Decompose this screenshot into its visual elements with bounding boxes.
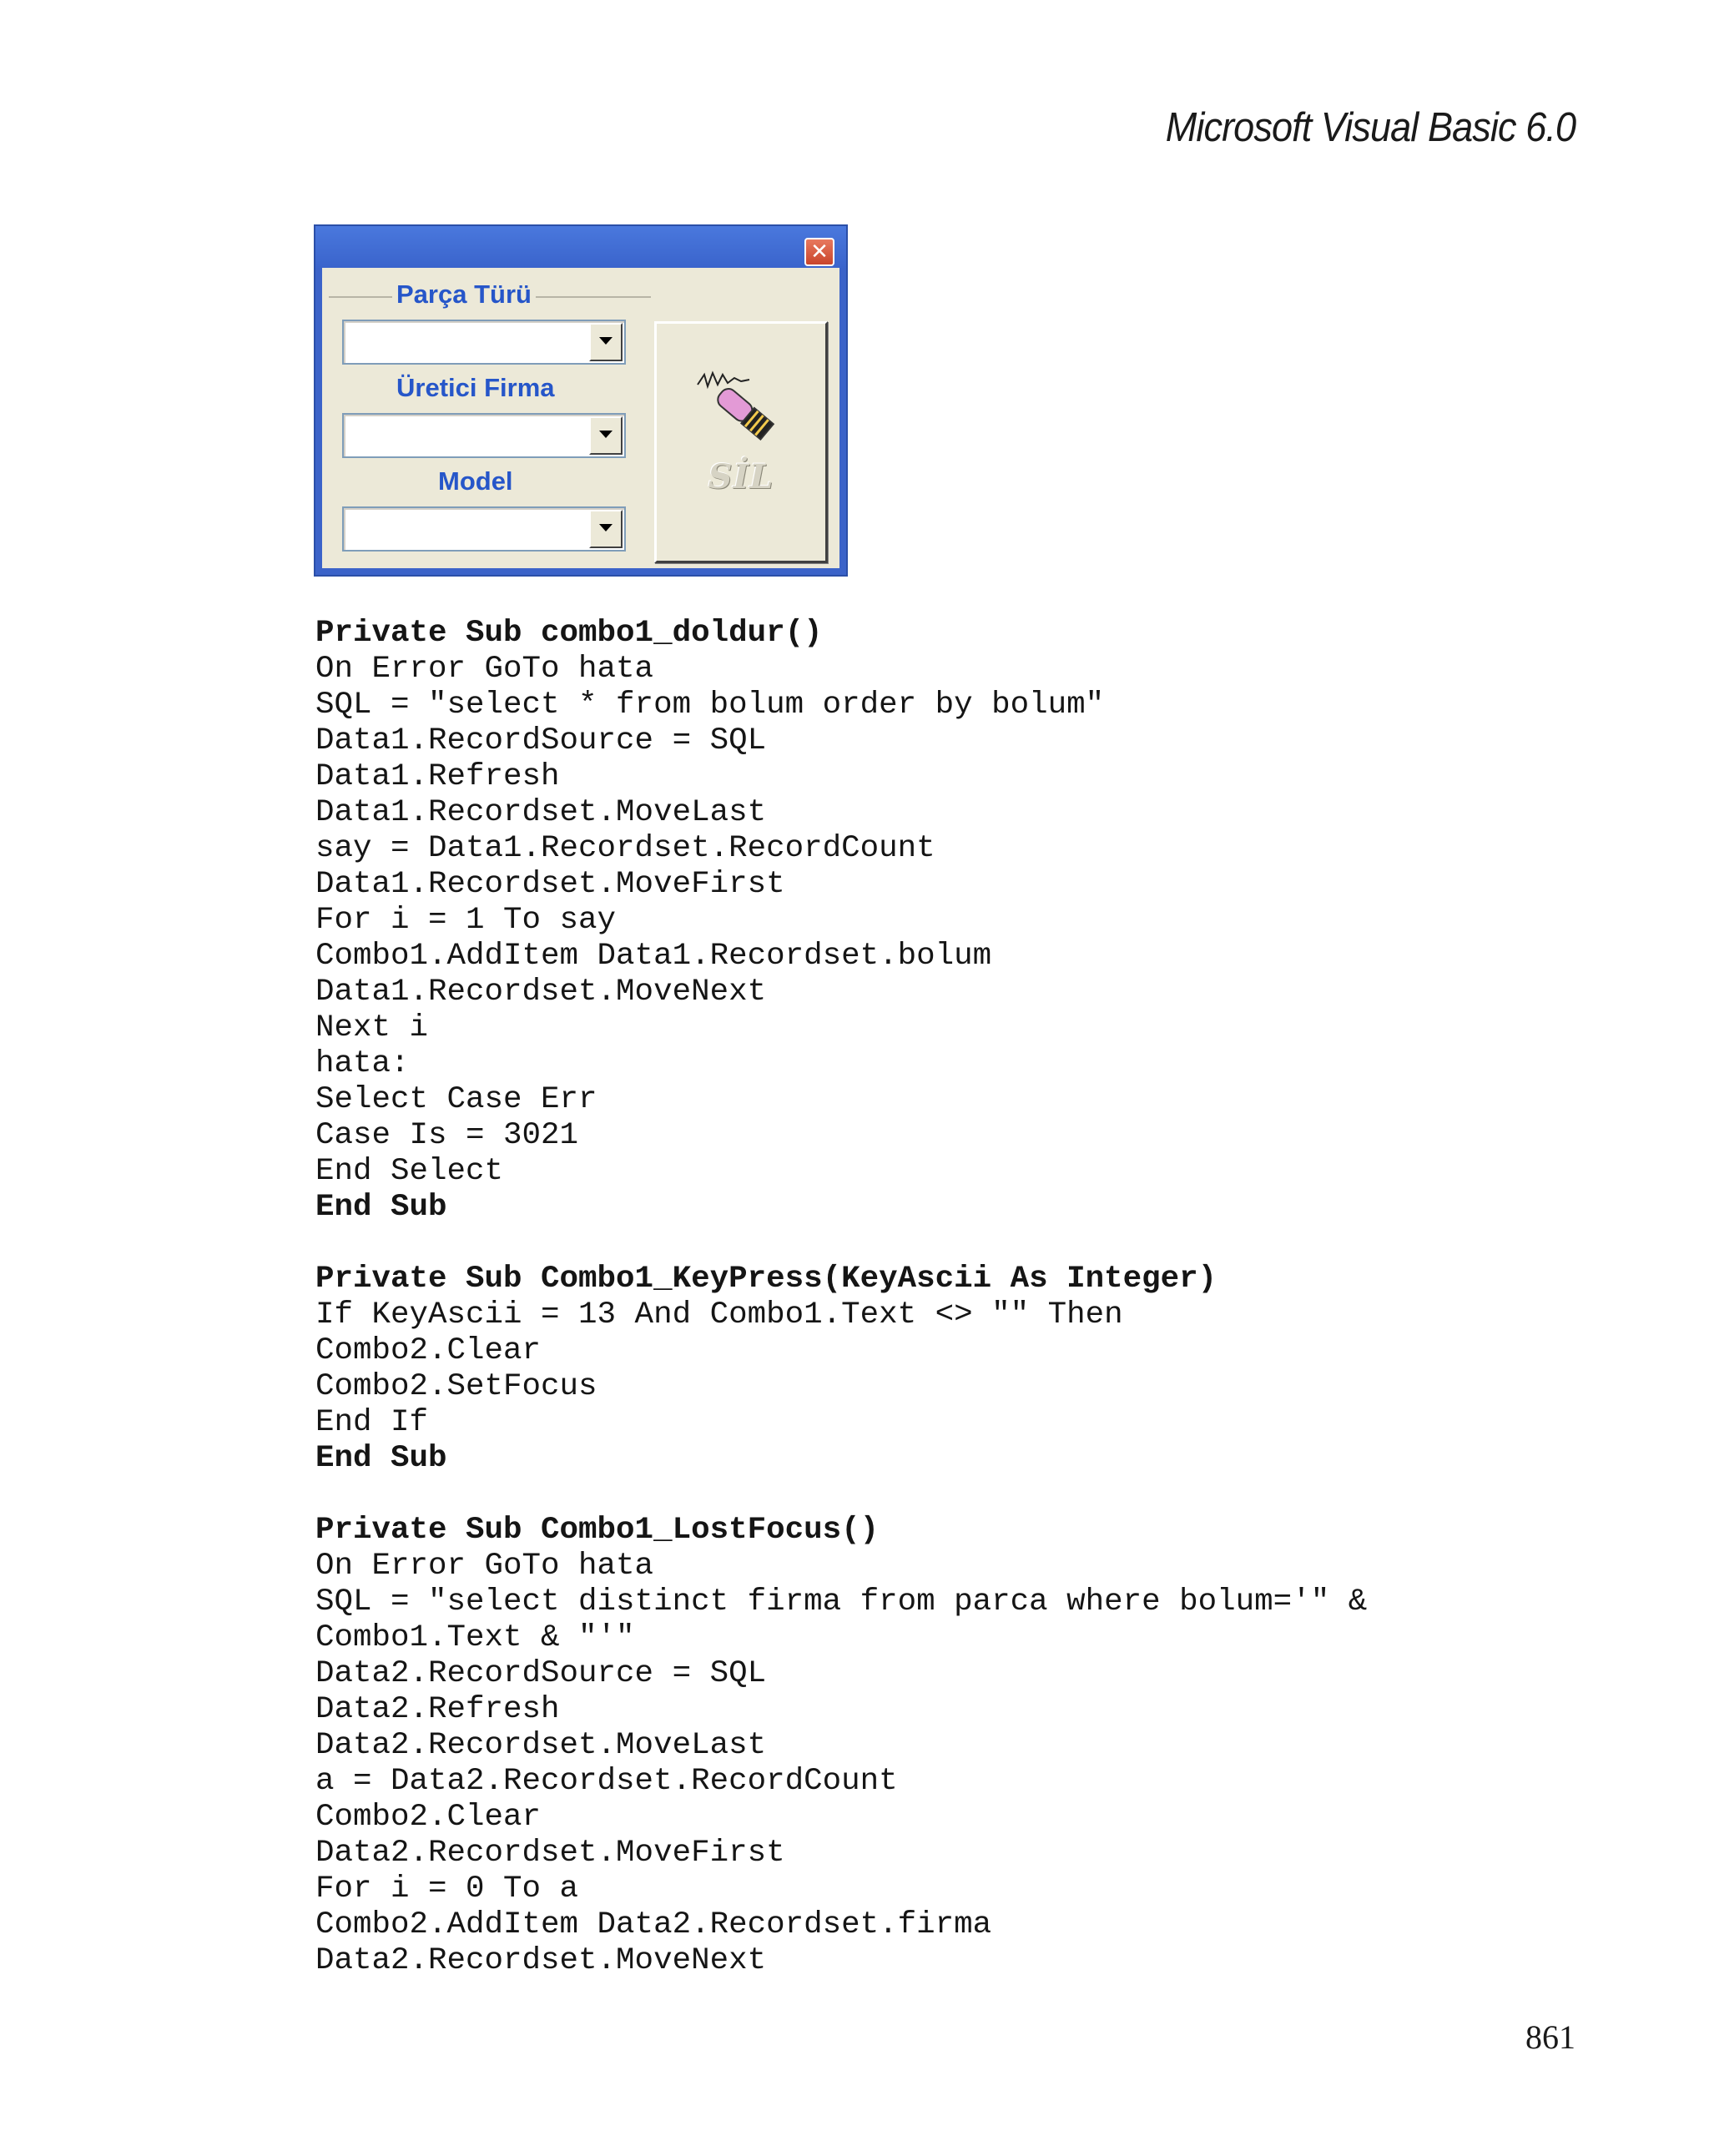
code-line: SQL = "select distinct firma from parca where bolum='" & bbox=[315, 1584, 1368, 1620]
code-line: On Error GoTo hata bbox=[315, 652, 654, 687]
chevron-down-icon[interactable] bbox=[589, 416, 623, 455]
code-line: Data1.Recordset.MoveNext bbox=[315, 975, 767, 1010]
code-line: For i = 0 To a bbox=[315, 1871, 579, 1907]
code-line: say = Data1.Recordset.RecordCount bbox=[315, 831, 935, 866]
code-line: SQL = "select * from bolum order by bolum" bbox=[315, 688, 1105, 723]
code-listing bbox=[315, 616, 1367, 1979]
code-line: End Select bbox=[315, 1154, 504, 1189]
code-line: hata: bbox=[315, 1046, 410, 1081]
page-number: 861 bbox=[1525, 2018, 1575, 2056]
code-line: Data1.Recordset.MoveFirst bbox=[315, 867, 785, 902]
eraser-icon bbox=[694, 370, 786, 445]
code-line: Combo2.Clear bbox=[315, 1333, 542, 1368]
code-line: If KeyAscii = 13 And Combo1.Text <> "" Then bbox=[315, 1297, 1123, 1332]
chevron-down-icon[interactable] bbox=[589, 323, 623, 361]
code-line: Combo2.AddItem Data2.Recordset.firma bbox=[315, 1907, 992, 1942]
code-line: Data2.Refresh bbox=[315, 1692, 560, 1727]
code-line: Combo2.Clear bbox=[315, 1800, 542, 1835]
code-line: Private Sub Combo1_KeyPress(KeyAscii As Integer) bbox=[315, 1262, 1217, 1297]
code-line: Combo1.Text & "'" bbox=[315, 1620, 635, 1655]
running-header-title: Microsoft Visual Basic 6.0 bbox=[1165, 105, 1575, 150]
parca-turu-label: Parça Türü bbox=[392, 280, 536, 310]
code-line: On Error GoTo hata bbox=[315, 1549, 654, 1584]
code-line: End Sub bbox=[315, 1190, 447, 1225]
code-line: Select Case Err bbox=[315, 1082, 597, 1117]
code-line: Combo2.SetFocus bbox=[315, 1369, 597, 1404]
chevron-down-icon[interactable] bbox=[589, 510, 623, 548]
code-line: Combo1.AddItem Data1.Recordset.bolum bbox=[315, 939, 992, 974]
code-line: End If bbox=[315, 1405, 429, 1440]
code-line: Data2.Recordset.MoveFirst bbox=[315, 1836, 785, 1871]
code-line: End Sub bbox=[315, 1441, 447, 1476]
model-combo[interactable] bbox=[342, 506, 626, 552]
code-line bbox=[315, 1226, 1367, 1262]
code-line: Data1.RecordSource = SQL bbox=[315, 723, 767, 758]
vb-form-window bbox=[314, 224, 848, 577]
code-line: Next i bbox=[315, 1010, 429, 1045]
code-line: Data2.Recordset.MoveNext bbox=[315, 1943, 767, 1978]
code-line: Data1.Refresh bbox=[315, 759, 560, 794]
delete-button[interactable] bbox=[654, 321, 828, 563]
code-line: Data2.Recordset.MoveLast bbox=[315, 1728, 767, 1763]
model-label: Model bbox=[434, 466, 517, 496]
code-line: Private Sub Combo1_LostFocus() bbox=[315, 1513, 880, 1548]
delete-button-label: SİL bbox=[708, 457, 774, 496]
code-line: Data2.RecordSource = SQL bbox=[315, 1656, 767, 1691]
parca-turu-combo[interactable] bbox=[342, 320, 626, 365]
code-line: Private Sub combo1_doldur() bbox=[315, 616, 823, 651]
form-titlebar bbox=[315, 226, 846, 268]
code-line bbox=[315, 1477, 1367, 1513]
code-line: a = Data2.Recordset.RecordCount bbox=[315, 1764, 898, 1799]
uretici-firma-combo[interactable] bbox=[342, 413, 626, 458]
code-line: Case Is = 3021 bbox=[315, 1118, 579, 1153]
form-client-area bbox=[322, 268, 839, 568]
uretici-firma-label: Üretici Firma bbox=[392, 373, 559, 403]
close-button[interactable]: ✕ bbox=[804, 238, 834, 266]
code-line: For i = 1 To say bbox=[315, 903, 617, 938]
code-line: Data1.Recordset.MoveLast bbox=[315, 795, 767, 830]
